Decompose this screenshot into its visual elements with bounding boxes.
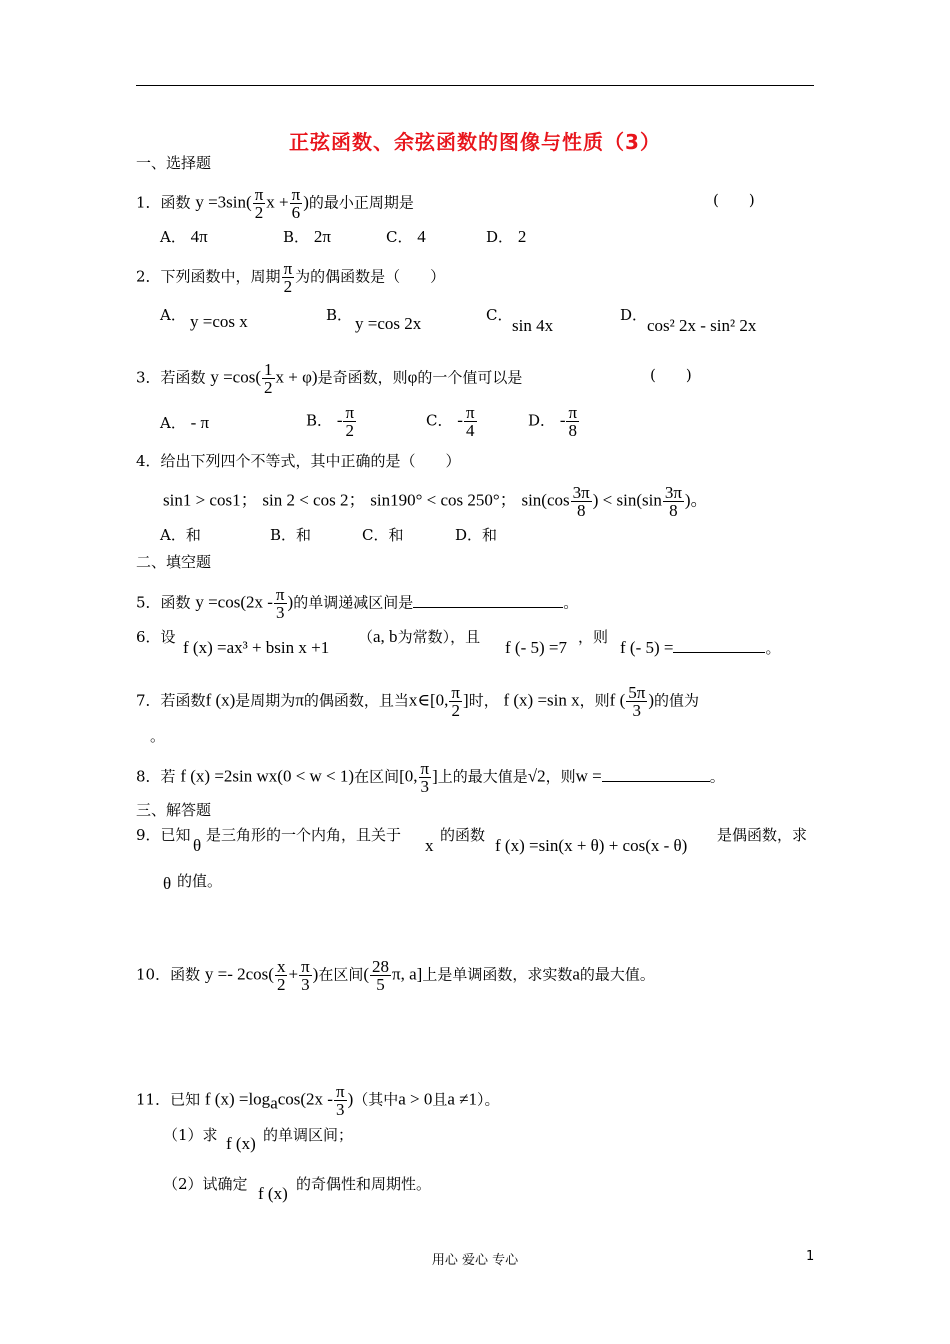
q2-number: 2． xyxy=(136,267,161,286)
q11-part-1-fx: f (x) xyxy=(226,1134,256,1153)
q8-answer-blank[interactable] xyxy=(602,767,710,782)
q3-option-a: A． - π xyxy=(160,413,210,432)
q9-mid1: 是三角形的一个内角，且关于 xyxy=(206,826,402,844)
question-5: 5．函数 y =cos(2x - $\frac{\pi}{3}$ )的单调递减区间是 。 xyxy=(136,585,579,622)
q3-option-b: B． - $\frac{\pi}{2}$ xyxy=(306,403,355,440)
q1-option-b: B． 2π xyxy=(283,227,331,246)
q2-pre: 下列函数中，周期 xyxy=(160,267,281,286)
q11-part-1-text: 的单调区间； xyxy=(263,1126,354,1144)
question-8: 8．若 f (x) =2sin wx(0 < w < 1)在区间[0, $\frac{\pi}{3}$ ]上的最大值是√2，则w = 。 xyxy=(136,759,725,796)
q3-expr-a: y =cos( xyxy=(210,367,262,387)
q3-phi: φ xyxy=(407,367,418,387)
q6-then: ，则 xyxy=(578,628,609,646)
q2-option-a-label: A． xyxy=(160,306,186,324)
q1-answer-paren: ( ) xyxy=(713,191,755,209)
question-4: 4．给出下列四个不等式，其中正确的是（ ） xyxy=(136,452,461,470)
q3-option-d: D． - $\frac{\pi}{8}$ xyxy=(528,403,578,440)
q2-option-c-label: C． xyxy=(486,306,513,324)
q3-expr-b: x + φ) xyxy=(275,367,318,387)
question-7: 7．若函数f (x)是周期为π的偶函数，且当x∈[0, $\frac{\pi}{2}$ ]时， f (x) =sin x，则f ( $\frac{5\pi}{3}$ )的值为 xyxy=(136,683,700,720)
q1-pre: 函数 xyxy=(160,193,191,212)
q6-note: （a, b为常数），且 xyxy=(358,627,481,646)
q6-answer-blank[interactable] xyxy=(673,638,765,653)
question-6-a: 6．设 xyxy=(136,628,176,646)
q1-expr-a: y =3sin( xyxy=(195,192,252,212)
q2-option-b: y =cos 2x xyxy=(355,314,422,333)
q4-inequalities: sin1 > cos1； sin 2 < cos 2； sin190° < cos 250°； sin(cos $\frac{3\pi}{8}$ ) < sin(sin $\frac{3\pi}{8}$ )。 xyxy=(163,483,708,520)
section-heading-answer: 三、解答题 xyxy=(136,801,212,819)
question-11: 11．已知 f $(x) =\log_a\cos(2x$ - $\frac{\pi}{3}$ )（其中a > 0且a ≠1）。 xyxy=(136,1082,500,1119)
q1-option-a: A． 4π xyxy=(160,227,208,246)
q1-option-d: D． 2 xyxy=(486,227,527,246)
question-3: 3．若函数 y =cos( $\frac{1}{2}$ x + φ)是奇函数，则φ的一个值可以是 xyxy=(136,360,523,397)
q2-option-d-label: D． xyxy=(620,306,648,324)
question-2 xyxy=(136,260,445,295)
q9-end: 的值。 xyxy=(177,872,223,890)
q4-option-d: D．和 xyxy=(455,526,498,544)
q2-post: 为的偶函数是（ ） xyxy=(295,267,446,286)
q1-expr-b: x + xyxy=(266,192,289,212)
q1-number: 1． xyxy=(136,193,161,212)
q6-cond: f (- 5) =7 xyxy=(505,638,567,657)
q9-expr: f (x) =sin(x + θ) + cos(x - θ) xyxy=(495,836,688,855)
header-rule xyxy=(136,85,814,86)
q2-option-d: cos² 2x - sin² 2x xyxy=(647,316,757,335)
q2-frac: $\frac{\pi}{2}$ xyxy=(283,259,293,296)
q2-option-c: sin 4x xyxy=(512,316,554,335)
question-9: 9．已知 xyxy=(136,826,191,844)
q11-part-2-text: 的奇偶性和周期性。 xyxy=(296,1175,432,1193)
q11-part-2: （2）试确定 xyxy=(163,1175,248,1193)
q4-option-a: A．和 xyxy=(160,526,201,544)
q9-theta-2: θ xyxy=(163,874,172,893)
q5-answer-blank[interactable] xyxy=(413,593,563,608)
question-1 xyxy=(136,186,414,221)
q3-frac: $\frac{1}{2}$ xyxy=(264,360,273,397)
q4-option-c: C．和 xyxy=(362,526,404,544)
page-footer: 用心 爱心 专心 xyxy=(431,1253,519,1268)
q4-option-b: B．和 xyxy=(270,526,312,544)
q9-x: x xyxy=(425,836,434,855)
q1-frac-2: $\frac{\pi}{6}$ xyxy=(291,185,301,222)
q2-option-a: y =cos x xyxy=(190,312,248,331)
q11-part-1: （1）求 xyxy=(163,1126,218,1144)
q1-frac-1: $\frac{\pi}{2}$ xyxy=(254,185,264,222)
q1-expr-c: ) xyxy=(303,192,309,212)
q1-option-c: C． 4 xyxy=(386,227,426,246)
q9-mid2: 的函数 xyxy=(440,826,486,844)
section-heading-fill: 二、填空题 xyxy=(136,553,212,571)
section-heading-choice: 一、选择题 xyxy=(136,154,212,172)
q2-option-b-label: B． xyxy=(326,306,353,324)
q9-theta: θ xyxy=(193,836,202,855)
q9-post: 是偶函数，求 xyxy=(717,826,808,844)
question-10: 10．函数 y =- 2cos( $\frac{x}{2}$ + $\frac{\pi}{3}$ )在区间( $\frac{28}{5}$ π, a]上是单调函数，求实数a的最大值。 xyxy=(136,957,655,994)
q3-option-c: C． - $\frac{\pi}{4}$ xyxy=(426,403,475,440)
q6-expr: f (x) =ax³ + bsin x +1 xyxy=(183,638,330,657)
q3-answer-paren: ( ) xyxy=(650,366,692,384)
q1-post: 的最小正周期是 xyxy=(308,193,414,212)
q6-ask: f (- 5) = 。 xyxy=(620,638,781,657)
page-title: 正弦函数、余弦函数的图像与性质（3） xyxy=(289,130,661,154)
q7-end: 。 xyxy=(150,727,166,745)
q11-part-2-fx: f (x) xyxy=(258,1184,288,1203)
page-number: 1 xyxy=(806,1249,815,1264)
